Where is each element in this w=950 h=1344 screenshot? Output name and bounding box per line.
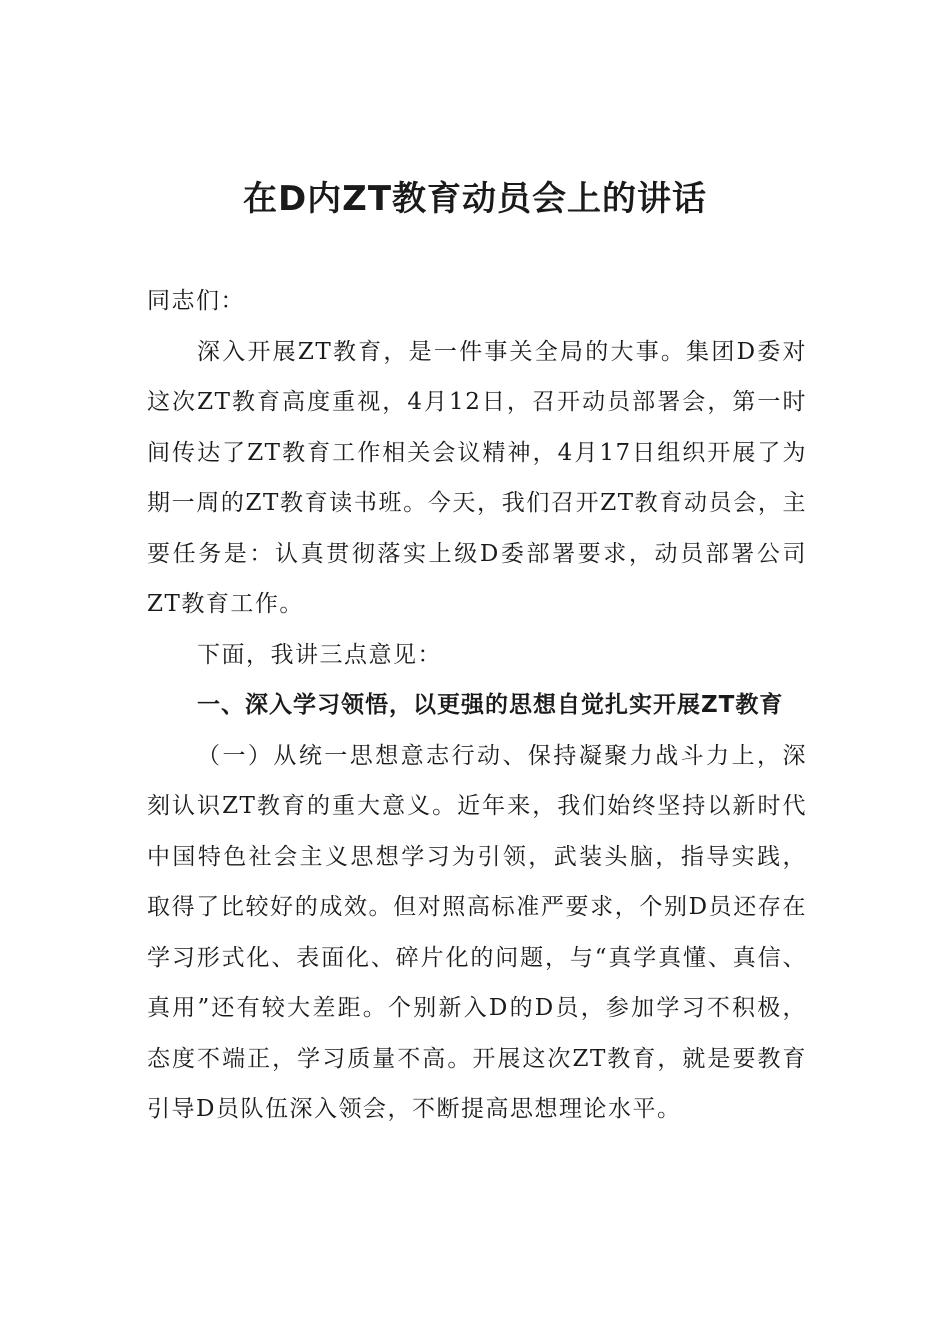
salutation: 同志们：	[147, 288, 245, 314]
paragraph-intro: 深入开展ZT教育，是一件事关全局的大事。集团D委对这次ZT教育高度重视，4月12日，召开动员部署会，第一时间传达了ZT教育工作相关会议精神，4月17日组织开展了为期一周的ZT教育读书班。今天，我们召开ZT教育动员会，主要任务是：认真贯彻落实上级D委部署要求，动员部署公司ZT教育工作。	[147, 338, 807, 617]
document-body	[147, 276, 807, 1135]
section-heading-1: 一、深入学习领悟，以更强的思想自觉扎实开展ZT教育	[197, 692, 784, 718]
document-title: 在D内ZT教育动员会上的讲话	[242, 179, 708, 219]
paragraph-outline: 下面，我讲三点意见：	[197, 641, 442, 668]
paragraph-subsection-1: （一）从统一思想意志行动、保持凝聚力战斗力上，深刻认识ZT教育的重大意义。近年来，我们始终坚持以新时代中国特色社会主义思想学习为引领，武装头脑，指导实践，取得了比较好的成效。但对照高标准严要求，个别D员还存在学习形式化、表面化、碎片化的问题，与“真学真懂、真信、真用”还有较大差距。个别新入D的D员，参加学习不积极，态度不端正，学习质量不高。开展这次ZT教育，就是要教育引导D员队伍深入领会，不断提高思想理论水平。	[147, 742, 807, 1122]
